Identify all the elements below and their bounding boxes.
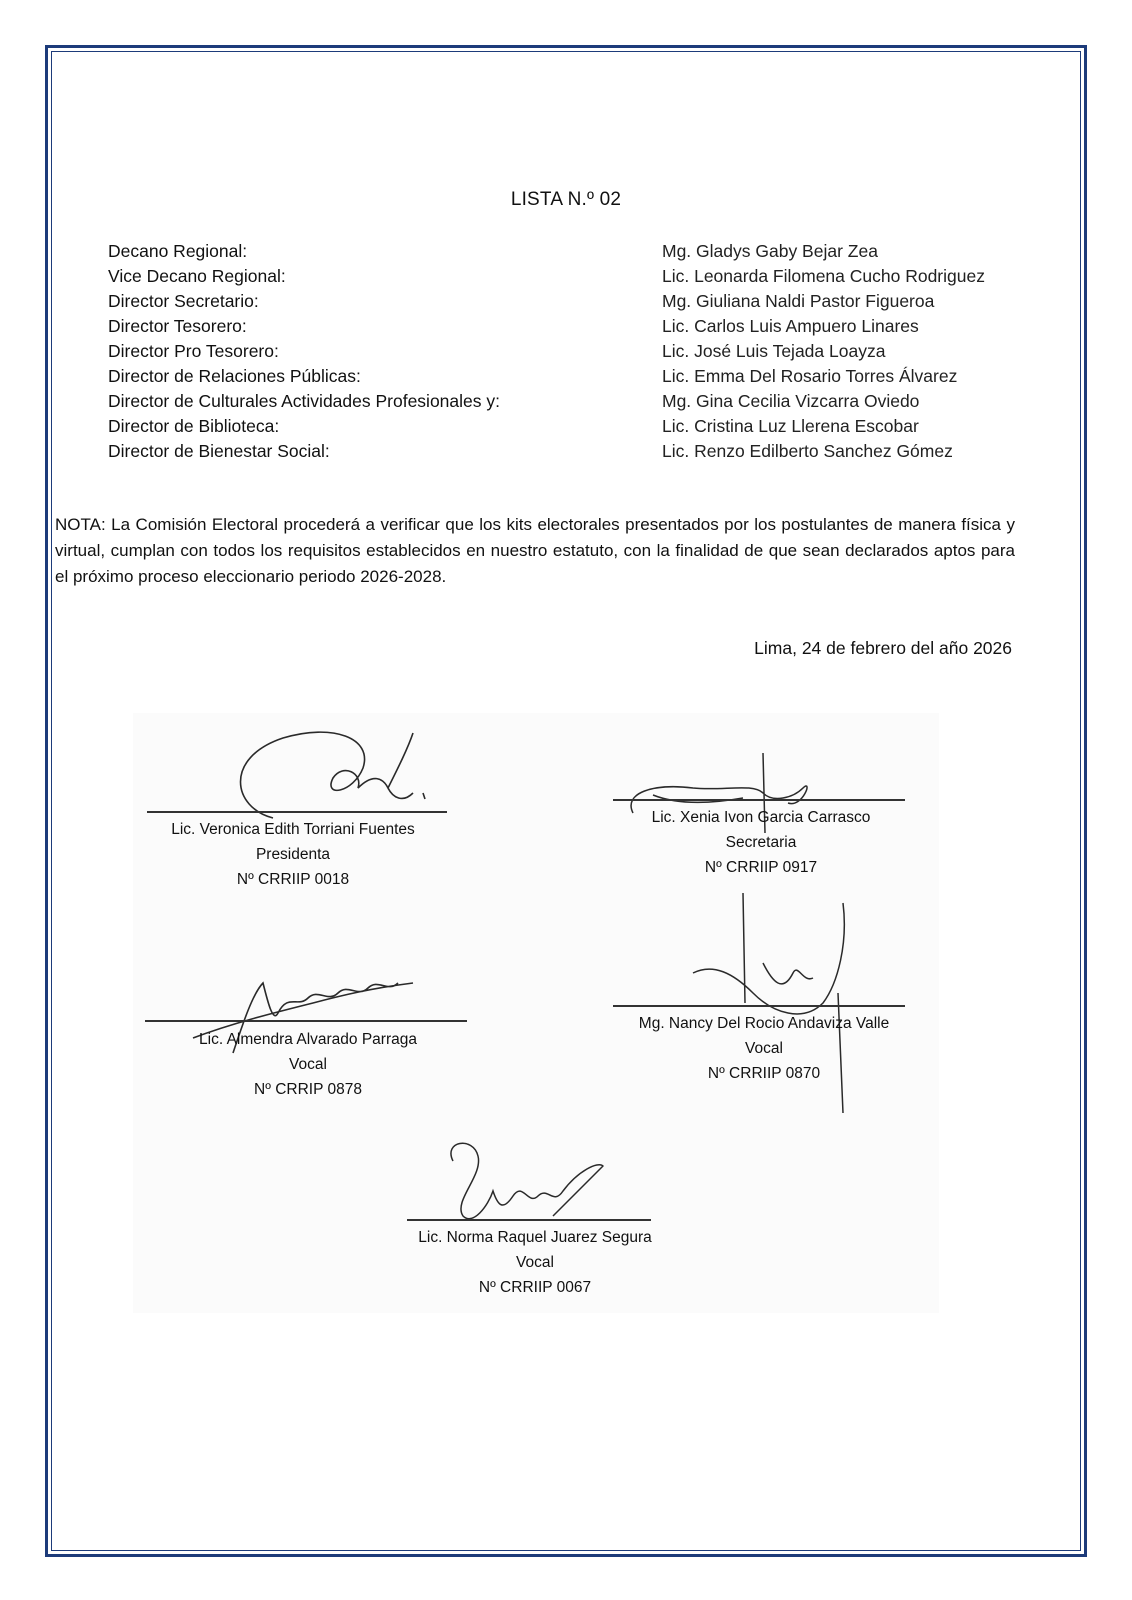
candidate-name: Lic. Leonarda Filomena Cucho Rodriguez	[662, 266, 985, 286]
signature-sheet	[133, 713, 939, 1313]
list-item	[108, 314, 1008, 339]
signatory-block	[143, 817, 443, 892]
role-label: Director de Biblioteca:	[108, 416, 280, 436]
nota-text: La Comisión Electoral procederá a verificar que los kits electorales presentados por los postulantes de manera física y virtual, cumplan con todos los requisitos establecidos en nuestro estatuto, con la finalidad de que sean declarados aptos para el próximo proceso eleccionario periodo 2026-2028.	[55, 515, 1015, 586]
signatory-role: Vocal	[516, 1254, 554, 1271]
signatory-block	[611, 805, 911, 880]
signature-line	[145, 1020, 467, 1022]
signatory-role: Presidenta	[255, 846, 331, 863]
signatory-name: Lic. Xenia Ivon Garcia Carrasco	[651, 809, 871, 826]
place-date: Lima, 24 de febrero del año 2026	[754, 638, 1012, 658]
role-label: Vice Decano Regional:	[108, 266, 286, 286]
signatory-name: Lic. Norma Raquel Juarez Segura	[418, 1229, 652, 1246]
candidate-name: Lic. Renzo Edilberto Sanchez Gómez	[662, 441, 953, 461]
signatory-role: Secretaria	[725, 834, 797, 851]
role-label: Director de Relaciones Públicas:	[108, 366, 361, 386]
signatory-name: Lic. Almendra Alvarado Parraga	[199, 1031, 417, 1048]
signatory-block	[395, 1225, 675, 1300]
signatory-registration: Nº CRRIIP 0018	[236, 871, 350, 888]
signatory-registration: Nº CRRIIP 0917	[704, 859, 818, 876]
signature-line	[613, 1005, 905, 1007]
candidate-name: Lic. Cristina Luz Llerena Escobar	[662, 416, 919, 436]
nota-paragraph	[55, 512, 1015, 590]
signature-line	[407, 1219, 651, 1221]
signatory-role: Vocal	[289, 1056, 327, 1073]
signatory-registration: Nº CRRIIP 0870	[707, 1065, 821, 1082]
list-item	[108, 439, 1008, 464]
signatory-name: Mg. Nancy Del Rocio Andaviza Valle	[638, 1015, 890, 1032]
role-label: Director Tesorero:	[108, 316, 247, 336]
candidate-name: Mg. Gladys Gaby Bejar Zea	[662, 241, 878, 261]
signature-line	[613, 799, 905, 801]
candidate-name: Mg. Gina Cecilia Vizcarra Oviedo	[662, 391, 920, 411]
signatory-name: Lic. Veronica Edith Torriani Fuentes	[171, 821, 415, 838]
role-label: Director de Bienestar Social:	[108, 441, 330, 461]
list-item	[108, 389, 1008, 414]
signatory-role: Vocal	[745, 1040, 783, 1057]
signatory-registration: Nº CRRIP 0878	[254, 1081, 362, 1098]
signatory-block	[155, 1027, 461, 1102]
signatory-registration: Nº CRRIIP 0067	[478, 1279, 592, 1296]
list-item	[108, 339, 1008, 364]
list-item	[108, 264, 1008, 289]
role-label: Director Pro Tesorero:	[108, 341, 279, 361]
candidate-name: Lic. José Luis Tejada Loayza	[662, 341, 886, 361]
candidate-name: Mg. Giuliana Naldi Pastor Figueroa	[662, 291, 935, 311]
signature-line	[147, 811, 447, 813]
nota-label: NOTA:	[55, 515, 106, 534]
role-label: Director Secretario:	[108, 291, 259, 311]
role-label: Decano Regional:	[108, 241, 248, 261]
candidate-list	[108, 239, 1008, 464]
list-item	[108, 289, 1008, 314]
document-title: LISTA N.º 02	[510, 189, 622, 210]
role-label: Director de Culturales Actividades Profesionales y:	[108, 391, 500, 411]
candidate-name: Lic. Carlos Luis Ampuero Linares	[662, 316, 919, 336]
list-item	[108, 239, 1008, 264]
list-item	[108, 364, 1008, 389]
signatory-block	[609, 1011, 919, 1086]
candidate-name: Lic. Emma Del Rosario Torres Álvarez	[662, 366, 958, 386]
signature-scribble	[433, 1131, 633, 1231]
list-item	[108, 414, 1008, 439]
